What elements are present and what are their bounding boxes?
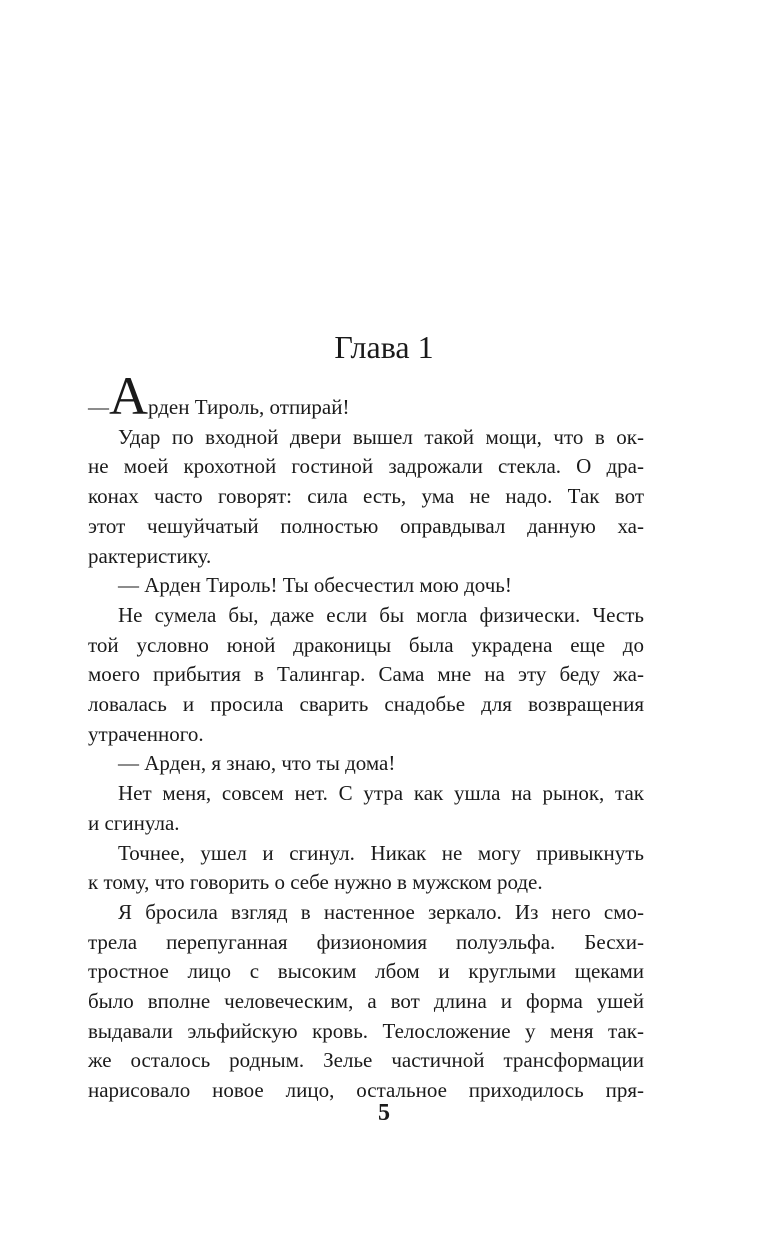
chapter-title: Глава 1 <box>334 329 434 365</box>
text-line: рактеристику. <box>88 543 212 568</box>
text-lines <box>88 423 644 1106</box>
text-line: — Арден Тироль! Ты обесчестил мою дочь! <box>118 573 512 598</box>
text-line: Я бросила взгляд в настенное зеркало. Из него смо- <box>118 899 644 924</box>
first-line-text: рден Тироль, отпирай! <box>148 395 350 419</box>
text-line: было вполне человеческим, а вот длина и форма ушей <box>88 989 644 1014</box>
text-line: ловалась и просила сварить снадобье для возвращения <box>88 692 644 717</box>
text-line: утраченного. <box>88 721 204 746</box>
text-line: Нет меня, совсем нет. С утра как ушла на рынок, так <box>118 781 644 806</box>
text-line: же осталось родным. Зелье частичной трансформации <box>88 1048 644 1073</box>
text-line: выдавали эльфийскую кровь. Телосложение у меня так- <box>88 1018 644 1043</box>
text-line: нарисовало новое лицо, остальное приходилось пря- <box>88 1078 644 1103</box>
text-line: к тому, что говорить о себе нужно в мужском роде. <box>88 870 543 895</box>
first-line <box>88 366 644 426</box>
page-number: 5 <box>378 1100 390 1126</box>
text-line: конах часто говорят: сила есть, ума не надо. Так вот <box>88 484 644 509</box>
opening-dash: — <box>88 395 109 419</box>
text-line: трела перепуганная физиономия полуэльфа. Бесхи- <box>88 929 644 954</box>
body-text <box>88 366 644 1106</box>
drop-cap: А <box>109 366 148 426</box>
text-line: и сгинула. <box>88 810 180 835</box>
text-line: той условно юной драконицы была украдена еще до <box>88 632 644 657</box>
text-line: Не сумела бы, даже если бы могла физически. Честь <box>118 602 644 627</box>
text-line: не моей крохотной гостиной задрожали стекла. О дра- <box>88 454 644 479</box>
text-line: моего прибытия в Талингар. Сама мне на эту беду жа- <box>88 662 644 687</box>
text-line: Точнее, ушел и сгинул. Никак не могу привыкнуть <box>118 840 644 865</box>
text-line: этот чешуйчатый полностью оправдывал данную ха- <box>88 513 644 538</box>
text-line: тростное лицо с высоким лбом и круглыми щеками <box>88 959 644 984</box>
text-line: Удар по входной двери вышел такой мощи, что в ок- <box>118 424 644 449</box>
text-line: — Арден, я знаю, что ты дома! <box>118 751 396 776</box>
